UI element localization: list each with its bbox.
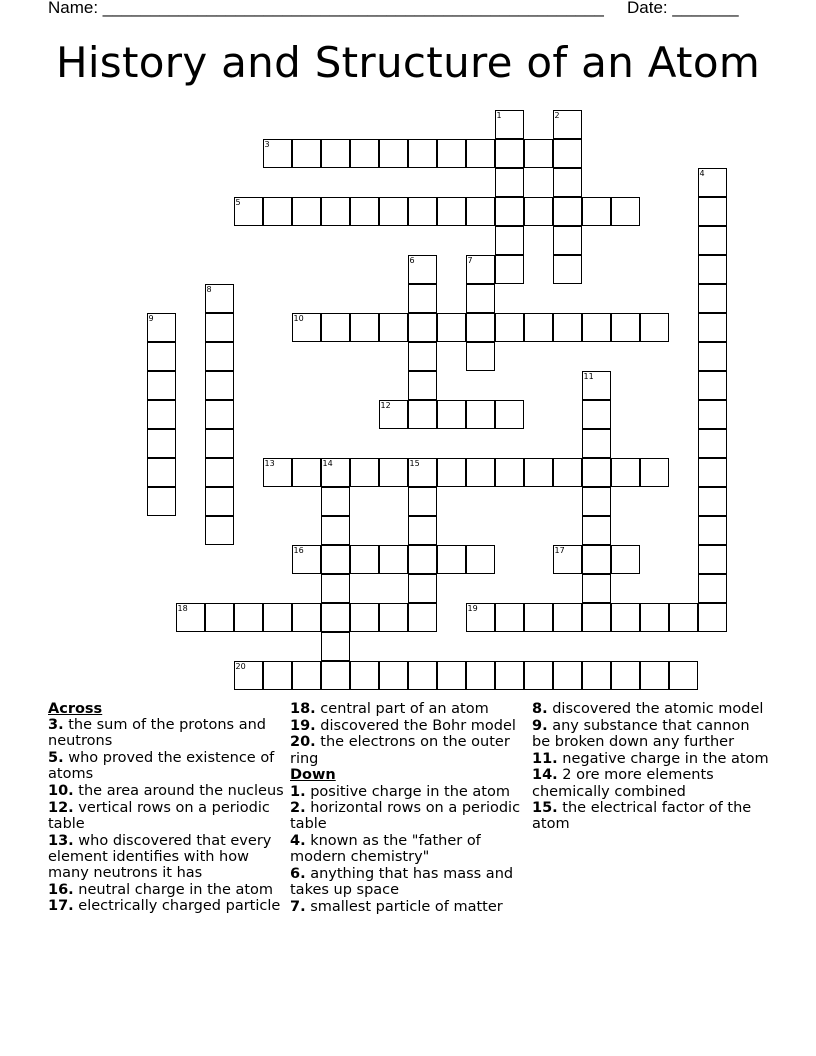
grid-cell[interactable] [698,255,727,284]
clue-item [48,783,288,799]
grid-cell[interactable] [379,458,408,487]
clues-column-1 [48,701,288,915]
clue-number: 20 [235,661,246,671]
grid-cell[interactable] [321,632,350,661]
clue-text: vertical rows on a periodic table [48,799,270,832]
grid-cell[interactable] [321,487,350,516]
grid-cell[interactable] [640,458,669,487]
grid-cell[interactable] [495,110,524,139]
grid-cell[interactable] [234,197,263,226]
grid-cell[interactable] [379,400,408,429]
clue-number: 4 [699,168,705,178]
grid-cell[interactable] [147,487,176,516]
grid-cell[interactable] [698,313,727,342]
grid-cell[interactable] [698,400,727,429]
grid-cell[interactable] [205,371,234,400]
grid-cell[interactable] [205,516,234,545]
clue-text: the sum of the protons and neutrons [48,717,267,750]
clue-number-label: 6. [290,866,306,883]
grid-cell[interactable] [292,603,321,632]
grid-cell[interactable] [437,139,466,168]
grid-cell[interactable] [698,487,727,516]
grid-cell[interactable] [582,516,611,545]
clue-item [290,866,530,898]
grid-cell[interactable] [205,400,234,429]
grid-cell[interactable] [553,110,582,139]
grid-cell[interactable] [263,458,292,487]
clue-item [290,734,530,766]
grid-cell[interactable] [205,429,234,458]
grid-cell[interactable] [466,603,495,632]
clue-number: 16 [293,545,304,555]
grid-cell[interactable] [350,545,379,574]
clue-text: discovered the atomic model [547,701,764,717]
grid-cell[interactable] [495,400,524,429]
clue-number-label: 14. [532,767,558,784]
grid-cell[interactable] [321,458,350,487]
grid-cell[interactable] [408,284,437,313]
clue-text: the electrical factor of the atom [532,800,752,833]
clue-number-label: 19. [290,717,316,734]
grid-cell[interactable] [640,313,669,342]
grid-cell[interactable] [408,458,437,487]
grid-cell[interactable] [321,516,350,545]
grid-cell[interactable] [553,226,582,255]
grid-cell[interactable] [147,458,176,487]
grid-cell[interactable] [582,545,611,574]
grid-cell[interactable] [205,487,234,516]
grid-cell[interactable] [408,487,437,516]
clue-number-label: 8. [532,701,548,717]
grid-cell[interactable] [350,458,379,487]
grid-cell[interactable] [524,197,553,226]
clue-text: positive charge in the atom [305,783,510,800]
grid-cell[interactable] [466,545,495,574]
clue-text: 2 ore more elements chemically combined [532,767,714,800]
clue-item [290,899,530,915]
clue-item [532,767,772,799]
grid-cell[interactable] [698,545,727,574]
clue-number-label: 3. [48,717,64,734]
grid-cell[interactable] [466,284,495,313]
clue-item [48,800,288,832]
grid-cell[interactable] [234,661,263,690]
clue-item [48,882,288,898]
clue-number: 15 [409,458,420,468]
grid-cell[interactable] [553,255,582,284]
grid-cell[interactable] [524,139,553,168]
clue-number: 8 [206,284,212,294]
clue-item [532,701,772,717]
grid-cell[interactable] [176,603,205,632]
grid-cell[interactable] [495,458,524,487]
clue-item [290,833,530,865]
grid-cell[interactable] [321,661,350,690]
grid-cell[interactable] [640,661,669,690]
grid-cell[interactable] [698,197,727,226]
clue-text: the electrons on the outer ring [290,734,510,767]
clue-item [48,750,288,782]
grid-cell[interactable] [466,458,495,487]
clue-number: 14 [322,458,333,468]
clue-text: smallest particle of matter [305,898,503,915]
grid-cell[interactable] [147,400,176,429]
grid-cell[interactable] [263,197,292,226]
clue-number-label: 18. [290,701,316,717]
clue-number: 6 [409,255,415,265]
clue-item [532,718,772,750]
clue-number-label: 11. [532,750,558,767]
grid-cell[interactable] [292,139,321,168]
grid-cell[interactable] [408,342,437,371]
grid-cell[interactable] [553,661,582,690]
grid-cell[interactable] [553,313,582,342]
clue-item [290,800,530,832]
grid-cell[interactable] [292,545,321,574]
grid-cell[interactable] [292,313,321,342]
grid-cell[interactable] [495,661,524,690]
grid-cell[interactable] [611,197,640,226]
grid-cell[interactable] [147,342,176,371]
page-title: History and Structure of an Atom [55,38,761,87]
clue-item [532,751,772,767]
grid-cell[interactable] [437,313,466,342]
grid-cell[interactable] [611,603,640,632]
across-clue-list [48,717,288,914]
grid-cell[interactable] [205,342,234,371]
clue-item [48,833,288,882]
grid-cell[interactable] [495,168,524,197]
grid-cell[interactable] [582,400,611,429]
grid-cell[interactable] [379,313,408,342]
grid-cell[interactable] [698,429,727,458]
grid-cell[interactable] [437,197,466,226]
grid-cell[interactable] [292,458,321,487]
clue-number: 3 [264,139,270,149]
clue-text: neutral charge in the atom [73,881,274,898]
clue-number: 19 [467,603,478,613]
clues-column-3 [532,701,772,833]
clue-number: 12 [380,400,391,410]
clue-number-label: 12. [48,799,74,816]
clue-text: who proved the existence of atoms [48,750,275,783]
grid-cell[interactable] [408,661,437,690]
clue-number-label: 1. [290,783,306,800]
grid-cell[interactable] [669,661,698,690]
grid-cell[interactable] [582,371,611,400]
grid-cell[interactable] [350,313,379,342]
grid-cell[interactable] [205,603,234,632]
clue-number: 13 [264,458,275,468]
grid-cell[interactable] [234,603,263,632]
grid-cell[interactable] [495,313,524,342]
grid-cell[interactable] [408,255,437,284]
grid-cell[interactable] [408,313,437,342]
grid-cell[interactable] [466,139,495,168]
clue-number: 18 [177,603,188,613]
grid-cell[interactable] [698,516,727,545]
grid-cell[interactable] [147,313,176,342]
grid-cell[interactable] [611,661,640,690]
grid-cell[interactable] [321,197,350,226]
grid-cell[interactable] [582,661,611,690]
grid-cell[interactable] [147,429,176,458]
grid-cell[interactable] [321,139,350,168]
grid-cell[interactable] [553,168,582,197]
grid-cell[interactable] [495,139,524,168]
down-clue-list [290,784,530,916]
grid-cell[interactable] [698,284,727,313]
grid-cell[interactable] [408,574,437,603]
clue-number: 10 [293,313,304,323]
grid-cell[interactable] [698,342,727,371]
clue-text: the area around the nucleus [73,783,284,800]
grid-cell[interactable] [466,255,495,284]
grid-cell[interactable] [611,545,640,574]
clue-number: 7 [467,255,473,265]
grid-cell[interactable] [379,197,408,226]
clue-text: known as the "father of modern chemistry" [290,833,481,866]
grid-cell[interactable] [321,603,350,632]
grid-cell[interactable] [205,458,234,487]
clue-number-label: 15. [532,800,558,817]
grid-cell[interactable] [466,400,495,429]
clue-number: 5 [235,197,241,207]
grid-cell[interactable] [437,545,466,574]
clue-item [290,718,530,734]
date-field-label[interactable]: Date: _______ [627,0,739,17]
grid-cell[interactable] [611,313,640,342]
clue-text: horizontal rows on a periodic table [290,800,521,833]
clue-number: 9 [148,313,154,323]
down-clue-list-continued [532,701,772,833]
across-clue-list-continued [290,701,530,767]
grid-cell[interactable] [292,197,321,226]
clues-column-2 [290,701,530,916]
grid-cell[interactable] [147,371,176,400]
grid-cell[interactable] [437,458,466,487]
grid-cell[interactable] [582,197,611,226]
grid-cell[interactable] [553,603,582,632]
clue-text: anything that has mass and takes up space [290,866,514,899]
clue-number: 11 [583,371,594,381]
clue-text: electrically charged particle [73,898,281,915]
clue-number-label: 20. [290,734,316,751]
clue-item [532,800,772,832]
grid-cell[interactable] [321,313,350,342]
grid-cell[interactable] [553,545,582,574]
grid-cell[interactable] [698,226,727,255]
grid-cell[interactable] [437,400,466,429]
grid-cell[interactable] [379,139,408,168]
clue-item [48,898,288,914]
grid-cell[interactable] [408,516,437,545]
grid-cell[interactable] [524,458,553,487]
clue-number-label: 5. [48,750,64,767]
clue-number-label: 16. [48,881,74,898]
grid-cell[interactable] [553,197,582,226]
clue-item [48,717,288,749]
grid-cell[interactable] [292,661,321,690]
grid-cell[interactable] [466,313,495,342]
grid-cell[interactable] [350,603,379,632]
grid-cell[interactable] [640,603,669,632]
clue-number-label: 2. [290,800,306,817]
grid-cell[interactable] [582,487,611,516]
grid-cell[interactable] [582,574,611,603]
grid-cell[interactable] [524,661,553,690]
clue-number-label: 7. [290,898,306,915]
grid-cell[interactable] [553,139,582,168]
grid-cell[interactable] [408,603,437,632]
clue-text: discovered the Bohr model [315,717,516,734]
name-field-label[interactable]: Name: _____________________________________________________ [48,0,604,17]
grid-cell[interactable] [611,458,640,487]
clue-item [290,784,530,800]
grid-cell[interactable] [466,661,495,690]
grid-cell[interactable] [437,661,466,690]
grid-cell[interactable] [379,661,408,690]
down-heading: Down [290,767,336,784]
grid-cell[interactable] [408,400,437,429]
grid-cell[interactable] [495,255,524,284]
grid-cell[interactable] [466,197,495,226]
grid-cell[interactable] [495,226,524,255]
grid-cell[interactable] [379,603,408,632]
grid-cell[interactable] [408,197,437,226]
clue-number: 1 [496,110,502,120]
clue-number-label: 4. [290,833,306,850]
grid-cell[interactable] [495,603,524,632]
grid-cell[interactable] [698,371,727,400]
clue-number-label: 9. [532,717,548,734]
grid-cell[interactable] [263,661,292,690]
grid-cell[interactable] [350,197,379,226]
grid-cell[interactable] [524,603,553,632]
grid-cell[interactable] [263,603,292,632]
clue-number-label: 17. [48,898,74,915]
clue-text: negative charge in the atom [557,750,769,767]
grid-cell[interactable] [495,197,524,226]
clue-number: 2 [554,110,560,120]
grid-cell[interactable] [321,545,350,574]
grid-cell[interactable] [669,603,698,632]
grid-cell[interactable] [408,371,437,400]
grid-cell[interactable] [582,458,611,487]
grid-cell[interactable] [205,313,234,342]
grid-cell[interactable] [698,603,727,632]
grid-cell[interactable] [408,139,437,168]
grid-cell[interactable] [379,545,408,574]
grid-cell[interactable] [524,313,553,342]
grid-cell[interactable] [350,139,379,168]
grid-cell[interactable] [263,139,292,168]
grid-cell[interactable] [698,574,727,603]
clue-number-label: 10. [48,783,74,800]
grid-cell[interactable] [408,545,437,574]
clue-number-label: 13. [48,832,74,849]
grid-cell[interactable] [466,342,495,371]
grid-cell[interactable] [205,284,234,313]
grid-cell[interactable] [582,429,611,458]
grid-cell[interactable] [350,661,379,690]
clue-text: who discovered that every element identifies with how many neutrons it has [48,832,272,882]
across-heading: Across [48,701,103,717]
grid-cell[interactable] [582,313,611,342]
clue-text: central part of an atom [315,701,489,717]
grid-cell[interactable] [321,574,350,603]
clue-number: 17 [554,545,565,555]
grid-cell[interactable] [582,603,611,632]
grid-cell[interactable] [698,458,727,487]
clue-text: any substance that cannon be broken down any further [532,717,750,750]
grid-cell[interactable] [553,458,582,487]
clue-item [290,701,530,717]
grid-cell[interactable] [698,168,727,197]
